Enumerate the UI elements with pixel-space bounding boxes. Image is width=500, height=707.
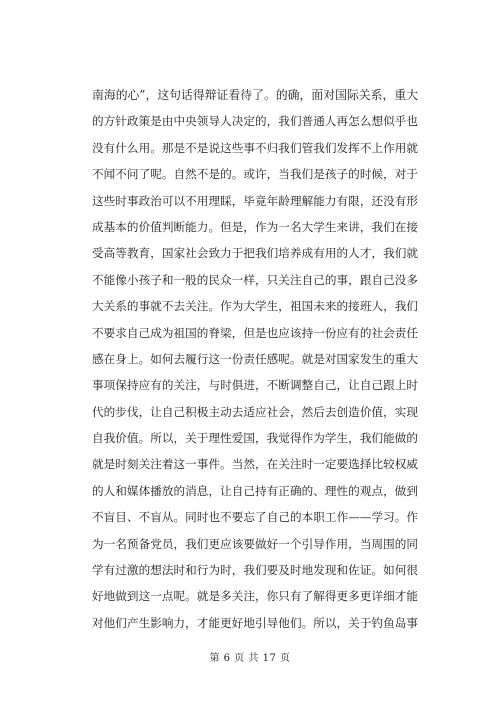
text-line: 事项保持应有的关注，与时俱进，不断调整自己，让自己跟上时: [92, 378, 418, 393]
text-line: 学有过激的想法时和行为时，我们要及时地发现和佐证。如何很: [92, 563, 418, 578]
text-line: 不能像小孩子和一般的民众一样，只关注自己的事，跟自己没多: [92, 272, 418, 287]
page-footer: 第 6 页 共 17 页: [209, 653, 291, 664]
text-line: 不要求自己成为祖国的脊梁，但是也应该持一份应有的社会责任: [92, 325, 418, 340]
text-line: 自我价值。所以，关于理性爱国，我觉得作为学生，我们能做的: [92, 431, 418, 446]
body-text: [92, 82, 418, 636]
text-line: 的人和媒体播放的消息，让自己持有正确的、理性的观点，做到: [92, 483, 418, 498]
text-line: 就是时刻关注着这一事件。当然，在关注时一定要选择比较权威: [92, 457, 418, 472]
text-line: 没有什么用。那是不是说这些事不归我们管我们发挥不上作用就: [92, 140, 418, 155]
text-line: 不闻不问了呢。自然不是的。或许，当我们是孩子的时候，对于: [92, 167, 418, 182]
text-line: 的方针政策是由中央领导人决定的，我们普通人再怎么想似乎也: [92, 114, 418, 129]
text-line: 成基本的价值判断能力。但是，作为一名大学生来讲，我们在接: [92, 219, 418, 234]
text-line: 不盲目、不盲从。同时也不要忘了自己的本职工作——学习。作: [92, 510, 418, 525]
text-line: 感在身上。如何去履行这一份责任感呢。就是对国家发生的重大: [92, 351, 418, 366]
text-line: 受高等教育，国家社会致力于把我们培养成有用的人才，我们就: [92, 246, 418, 261]
text-line: 为一名预备党员，我们更应该要做好一个引导作用，当周围的同: [92, 536, 418, 551]
text-line: 代的步伐，让自己积极主动去适应社会，然后去创造价值，实现: [92, 404, 418, 419]
text-line: 大关系的事就不去关注。作为大学生，祖国未来的接班人，我们: [92, 299, 418, 314]
text-line: 对他们产生影响力，才能更好地引导他们。所以，关于钓鱼岛事: [92, 615, 418, 630]
text-line: 好地做到这一点呢。就是多关注，你只有了解得更多更详细才能: [92, 589, 418, 604]
text-line: 南海的心”，这句话得辩证看待了。的确，面对国际关系，重大: [92, 88, 418, 102]
text-line: 这些时事政治可以不用理睬，毕竟年龄理解能力有限，还没有形: [92, 193, 418, 208]
